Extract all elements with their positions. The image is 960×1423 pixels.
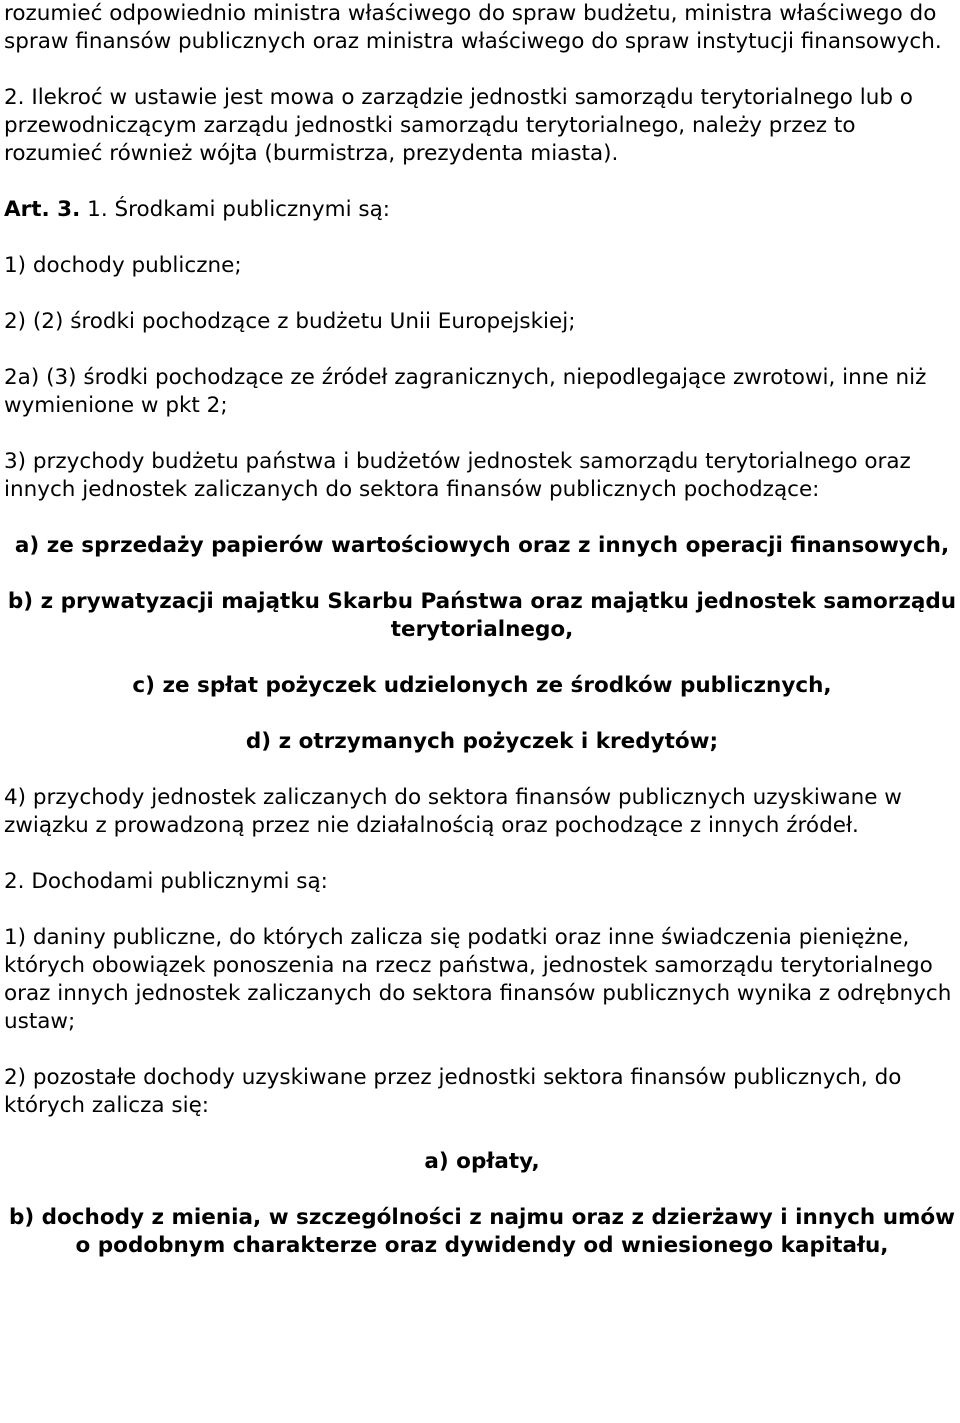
ust2-subitem-a: a) opłaty, [424, 1149, 540, 1174]
ust2-subitem-b: b) dochody z mienia, w szczególności z najmu oraz z dzierżawy i innych umów o podobnym charakterze oraz dywidendy od wniesionego kapitału, [8, 1205, 956, 1258]
art3-subitem-a: a) ze sprzedaży papierów wartościowych oraz z innych operacji finansowych, [14, 533, 950, 558]
art3-item-3: 3) przychody budżetu państwa i budżetów jednostek samorządu terytorialnego oraz innych jednostek zaliczanych do sektora finansów publicznych pochodzące: [4, 449, 911, 502]
article-number: Art. 3. [4, 197, 81, 222]
article-3-text: 1. Środkami publicznymi są: [80, 197, 391, 222]
ust-2-heading: 2. Dochodami publicznymi są: [4, 869, 328, 894]
art3-item-2: 2) (2) środki pochodzące z budżetu Unii Europejskiej; [4, 309, 576, 334]
paragraph-2: 2. Ilekroć w ustawie jest mowa o zarządzie jednostki samorządu terytorialnego lub o przewodniczącym zarządu jednostki samorządu terytorialnego, należy przez to rozumieć również wójta (burmistrza, prezydenta miasta). [4, 85, 913, 166]
art3-item-2a: 2a) (3) środki pochodzące ze źródeł zagranicznych, niepodlegające zwrotowi, inne niż wymienione w pkt 2; [4, 365, 927, 418]
document-page [4, 0, 960, 1260]
ust2-item-2: 2) pozostałe dochody uzyskiwane przez jednostki sektora finansów publicznych, do których zalicza się: [4, 1065, 902, 1118]
art3-subitem-b: b) z prywatyzacji majątku Skarbu Państwa oraz majątku jednostek samorządu terytorialnego, [7, 589, 957, 642]
article-3-heading [4, 196, 960, 224]
art3-item-1: 1) dochody publiczne; [4, 253, 242, 278]
art3-subitem-d: d) z otrzymanych pożyczek i kredytów; [245, 729, 719, 754]
ust2-item-1: 1) daniny publiczne, do których zalicza się podatki oraz inne świadczenia pieniężne, których obowiązek ponoszenia na rzecz państwa, jednostek samorządu terytorialnego oraz innych jednostek zaliczanych do sektora finansów publicznych wynika z odrębnych ustaw; [4, 925, 952, 1034]
art3-item-4: 4) przychody jednostek zaliczanych do sektora finansów publicznych uzyskiwane w związku z prowadzoną przez nie działalnością oraz pochodzące z innych źródeł. [4, 785, 902, 838]
art3-subitem-c: c) ze spłat pożyczek udzielonych ze środków publicznych, [132, 673, 832, 698]
intro-paragraph: rozumieć odpowiednio ministra właściwego do spraw budżetu, ministra właściwego do spraw finansów publicznych oraz ministra właściwego do spraw instytucji finansowych. [4, 1, 942, 54]
